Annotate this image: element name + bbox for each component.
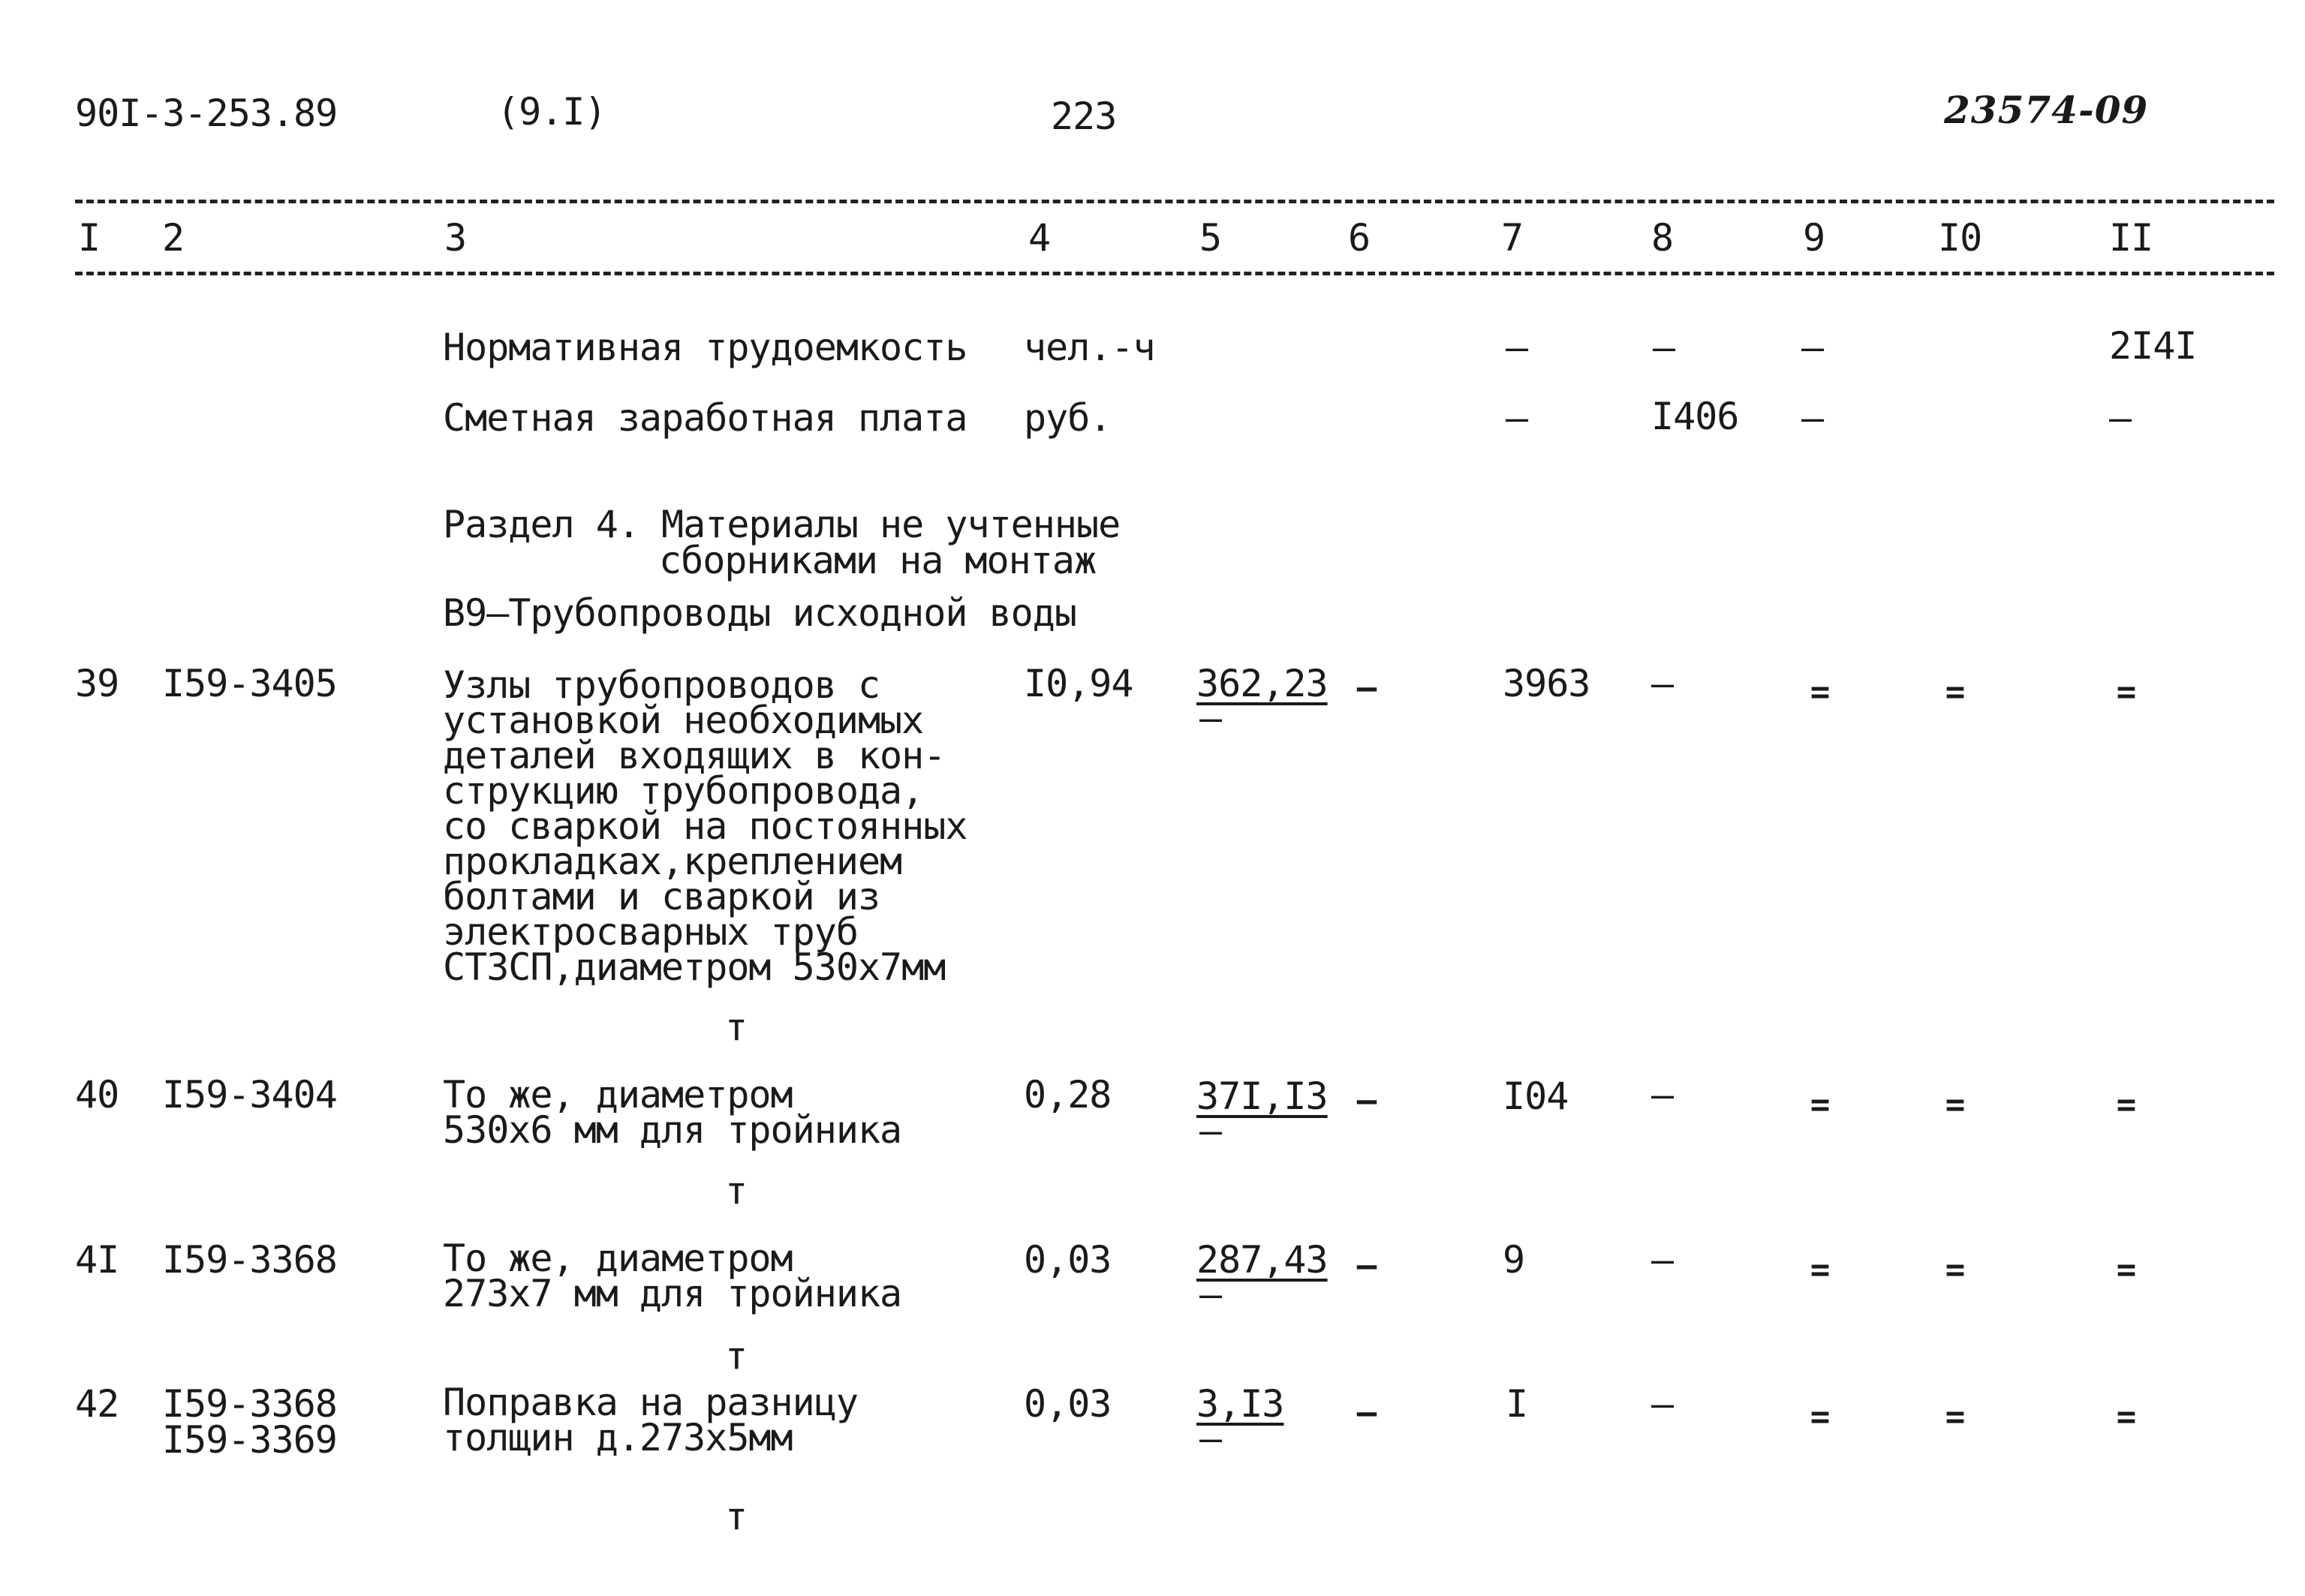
row-cell-10: = <box>1945 1251 1966 1289</box>
row-quantity: 0,03 <box>1024 1382 1112 1426</box>
row-price: 37I,I3 <box>1196 1075 1328 1118</box>
row-cell-8: – <box>1651 1238 1674 1282</box>
summary-cell-8: – <box>1653 326 1675 369</box>
column-header: 4 <box>1028 216 1051 260</box>
summary-cell-7: – <box>1506 326 1528 369</box>
column-header: 8 <box>1651 216 1674 260</box>
row-price: 362,23 <box>1196 662 1328 705</box>
row-price-dash: – <box>1199 1273 1222 1316</box>
row-price-dash: – <box>1199 1109 1222 1153</box>
row-number: 40 <box>75 1073 119 1117</box>
row-total: 9 <box>1503 1238 1525 1282</box>
row-cell-9: = <box>1810 1251 1831 1289</box>
row-cell-9: = <box>1810 1086 1831 1124</box>
summary-cell-11: – <box>2109 396 2132 440</box>
row-number: 39 <box>75 662 119 705</box>
column-header: 7 <box>1501 216 1524 260</box>
column-header: 2 <box>162 216 185 260</box>
row-quantity: 0,03 <box>1024 1238 1112 1282</box>
row-code: I59-3368 <box>162 1238 337 1282</box>
row-number: 4I <box>75 1238 119 1282</box>
header-rule-top <box>75 200 2274 203</box>
row-code: I59-3404 <box>162 1073 337 1117</box>
row-price: 287,43 <box>1196 1238 1328 1282</box>
row-price-dash: – <box>1199 1417 1222 1460</box>
row-number: 42 <box>75 1382 119 1426</box>
row-quantity: I0,94 <box>1024 662 1133 705</box>
summary-label: Нормативная трудоемкость <box>443 326 967 369</box>
row-unit: т <box>725 1495 748 1538</box>
summary-unit: чел.-ч <box>1024 326 1155 369</box>
row-unit: т <box>725 1334 748 1378</box>
row-total: 3963 <box>1503 662 1590 705</box>
row-cell-6: – <box>1356 1246 1377 1285</box>
summary-cell-7: – <box>1506 396 1528 440</box>
row-unit: т <box>725 1005 748 1049</box>
row-price-dash: – <box>1199 696 1222 740</box>
section-title: Раздел 4. Материалы не учтенные <box>443 503 1121 546</box>
column-header: II <box>2109 216 2153 260</box>
column-header: I <box>78 216 101 260</box>
row-description: Узлы трубопроводов с установкой необходимых деталей входящих в кон- струкцию трубопровода, со сваркой на постоянных прокладках,креплением болтами и сваркой из электросварных труб СТ3СП,диаметром 530х7мм <box>443 663 967 989</box>
column-header: 3 <box>444 216 467 260</box>
row-cell-8: – <box>1651 662 1674 705</box>
row-total: I <box>1506 1382 1528 1426</box>
section-subtitle: В9–Трубопроводы исходной воды <box>443 591 1076 635</box>
row-description: То же, диаметром 273х7 мм для тройника <box>443 1237 902 1315</box>
column-header: I0 <box>1938 216 1982 260</box>
summary-unit: руб. <box>1024 396 1112 440</box>
row-quantity: 0,28 <box>1024 1073 1112 1117</box>
row-cell-10: = <box>1945 673 1966 711</box>
row-price: 3,I3 <box>1196 1382 1284 1426</box>
row-cell-9: = <box>1810 1398 1831 1436</box>
summary-cell-11: 2I4I <box>2109 324 2197 368</box>
row-cell-8: – <box>1651 1382 1674 1426</box>
summary-cell-8: I406 <box>1651 395 1739 438</box>
row-cell-6: – <box>1356 1393 1377 1432</box>
row-cell-11: = <box>2116 673 2137 711</box>
summary-cell-9: – <box>1801 326 1824 369</box>
row-cell-10: = <box>1945 1086 1966 1124</box>
row-cell-11: = <box>2116 1398 2137 1436</box>
column-header: 9 <box>1803 216 1825 260</box>
row-description: Поправка на разницу толщин д.273х5мм <box>443 1381 858 1459</box>
page-number: 223 <box>1051 95 1117 138</box>
column-header: 5 <box>1199 216 1222 260</box>
row-unit: т <box>725 1169 748 1213</box>
summary-label: Сметная заработная плата <box>443 396 967 440</box>
row-cell-6: – <box>1356 1081 1377 1120</box>
row-cell-11: = <box>2116 1251 2137 1289</box>
row-cell-11: = <box>2116 1086 2137 1124</box>
row-code: I59-3405 <box>162 662 337 705</box>
row-description: То же, диаметром 530х6 мм для тройника <box>443 1073 902 1152</box>
summary-cell-9: – <box>1801 396 1824 440</box>
row-total: I04 <box>1503 1075 1569 1118</box>
row-cell-8: – <box>1651 1073 1674 1117</box>
section-title-continued: сборниками на монтаж <box>659 539 1097 582</box>
archive-number: 23574-09 <box>1944 88 2149 132</box>
header-rule-bottom <box>75 272 2274 275</box>
row-code-secondary: I59-3369 <box>162 1418 337 1462</box>
row-cell-10: = <box>1945 1398 1966 1436</box>
column-header: 6 <box>1348 216 1371 260</box>
row-cell-6: – <box>1356 669 1377 707</box>
document-code: 90I-3-253.89 <box>75 92 338 135</box>
row-cell-9: = <box>1810 673 1831 711</box>
section-reference: (9.I) <box>497 90 606 134</box>
row-code: I59-3368 <box>162 1382 337 1426</box>
